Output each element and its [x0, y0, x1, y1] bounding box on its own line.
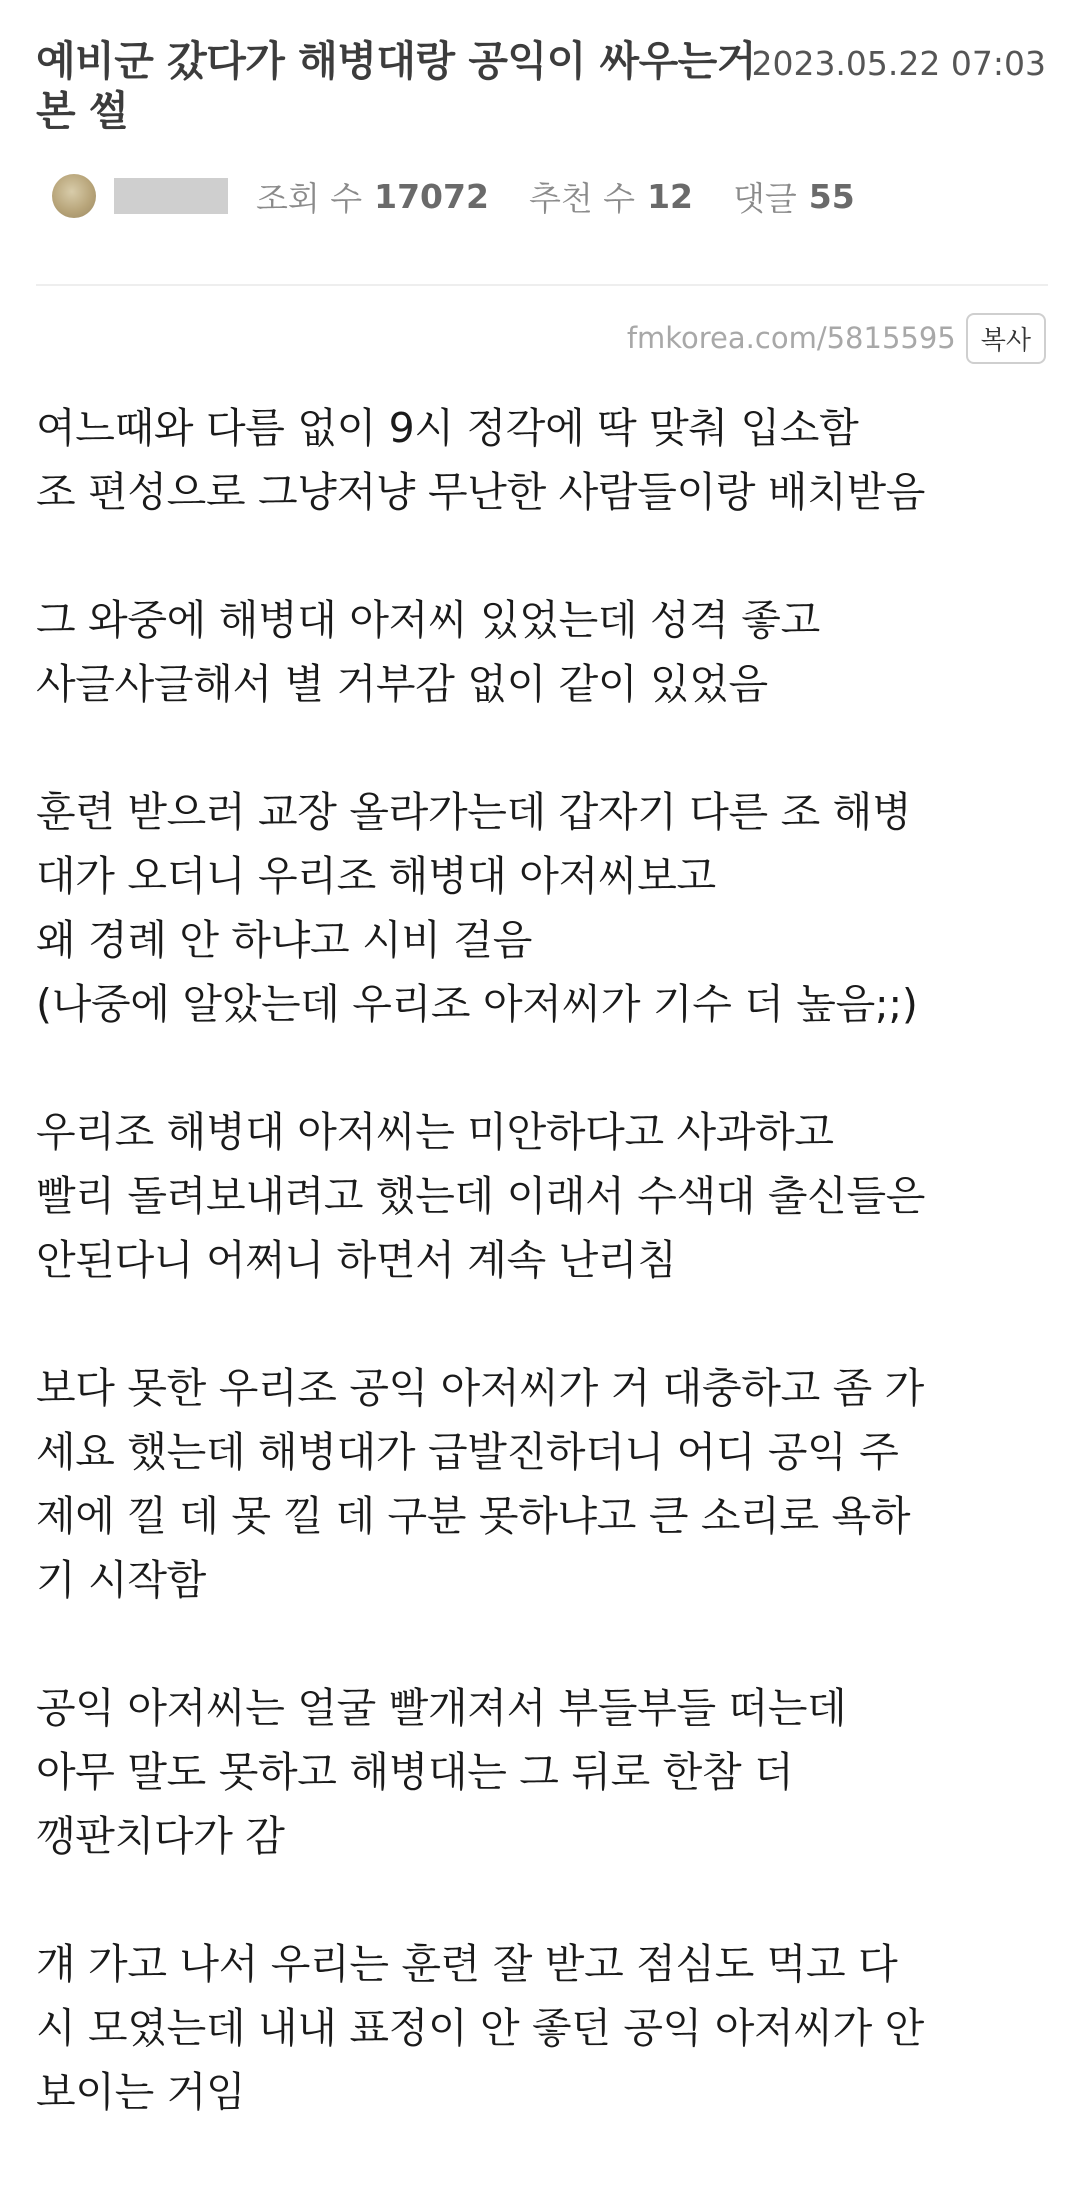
post-date: 2023.05.22 07:03	[751, 44, 1046, 83]
author-nickname-redacted[interactable]	[114, 178, 228, 214]
comments-label: 댓글	[733, 178, 797, 218]
copy-url-button[interactable]: 복사	[966, 313, 1046, 364]
post-url[interactable]: fmkorea.com/5815595	[626, 321, 956, 355]
paragraph-line: 기 시작함	[36, 1556, 206, 1604]
paragraph-line: (나중에 알았는데 우리조 아저씨가 기수 더 높음;;)	[36, 980, 918, 1028]
recommend-label: 추천 수	[528, 178, 636, 218]
paragraph-line: 공익 아저씨는 얼굴 빨개져서 부들부들 떠는데	[36, 1684, 847, 1732]
paragraph-line: 세요 했는데 해병대가 급발진하더니 어디 공익 주	[36, 1428, 899, 1476]
recommend-count: 12	[647, 176, 693, 216]
views-label: 조회 수	[256, 178, 363, 218]
paragraph-line: 깽판치다가 감	[36, 1812, 285, 1860]
paragraph-line: 여느때와 다름 없이 9시 정각에 딱 맞춰 입소함	[36, 404, 859, 452]
paragraph-line: 대가 오더니 우리조 해병대 아저씨보고	[36, 852, 716, 900]
paragraph-line: 보이는 거임	[36, 2068, 246, 2116]
paragraph-line: 사글사글해서 별 거부감 없이 같이 있었음	[36, 660, 768, 708]
post-paragraph	[36, 588, 1046, 716]
post-paragraph	[36, 1676, 1046, 1868]
post-body	[36, 396, 1046, 2188]
views-count: 17072	[374, 176, 489, 216]
post-paragraph	[36, 1356, 1046, 1612]
post-paragraph	[36, 780, 1046, 1036]
paragraph-line: 왜 경례 안 하냐고 시비 걸음	[36, 916, 533, 964]
comments-stat[interactable]	[733, 173, 855, 220]
recommend-stat	[529, 173, 693, 220]
paragraph-line: 우리조 해병대 아저씨는 미안하다고 사과하고	[36, 1108, 834, 1156]
paragraph-line: 시 모였는데 내내 표정이 안 좋던 공익 아저씨가 안	[36, 2004, 924, 2052]
post-paragraph	[36, 1932, 1046, 2124]
paragraph-line: 걔 가고 나서 우리는 훈련 잘 받고 점심도 먹고 다	[36, 1940, 898, 1988]
paragraph-line: 아무 말도 못하고 해병대는 그 뒤로 한참 더	[36, 1748, 794, 1796]
paragraph-line: 조 편성으로 그냥저냥 무난한 사람들이랑 배치받음	[36, 468, 926, 516]
post-url-row	[627, 314, 1046, 362]
avatar[interactable]	[52, 174, 96, 218]
paragraph-line: 그 와중에 해병대 아저씨 있었는데 성격 좋고	[36, 596, 820, 644]
paragraph-line: 보다 못한 우리조 공익 아저씨가 거 대충하고 좀 가	[36, 1364, 924, 1412]
post-title: 예비군 갔다가 해병대랑 공익이 싸우는거 본 썰	[36, 37, 756, 135]
paragraph-line: 빨리 돌려보내려고 했는데 이래서 수색대 출신들은	[36, 1172, 926, 1220]
paragraph-line: 안된다니 어쩌니 하면서 계속 난리침	[36, 1236, 677, 1284]
post-meta	[52, 172, 895, 220]
paragraph-line: 제에 낄 데 못 낄 데 구분 못하냐고 큰 소리로 욕하	[36, 1492, 911, 1540]
views-stat	[256, 173, 489, 220]
paragraph-line: 훈련 받으러 교장 올라가는데 갑자기 다른 조 해병	[36, 788, 912, 836]
comments-count: 55	[808, 176, 855, 216]
post-paragraph	[36, 396, 1046, 524]
post-header	[0, 0, 1080, 285]
post-paragraph	[36, 1100, 1046, 1292]
header-divider	[36, 284, 1048, 286]
